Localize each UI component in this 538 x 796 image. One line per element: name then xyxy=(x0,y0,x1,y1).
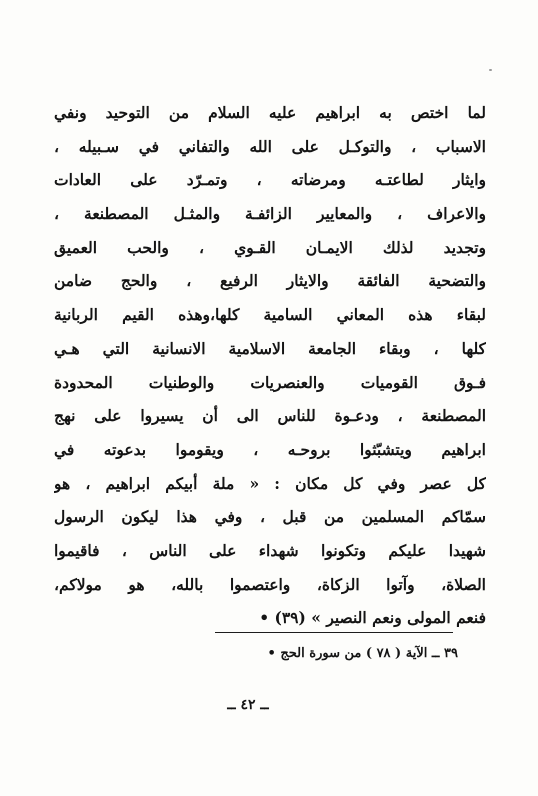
text-line: الاسباب ، والتوكـل على الله والتفاني في سـبيله ، xyxy=(54,136,486,156)
text-line: لبقاء هذه المعاني السامية كلها،وهذه القيم الربانية xyxy=(54,305,486,325)
text-line: شهيدا عليكم وتكونوا شهداء على الناس ، فاقيموا xyxy=(54,540,486,560)
scan-speck xyxy=(489,69,492,71)
text-line: كل عصر وفي كل مكان : « ملة أبيكم ابراهيم ، هو xyxy=(54,473,486,493)
text-line: وايثار لطاعتـه ومرضاته ، وتمـرّد على العادات xyxy=(54,170,486,190)
text-line: والاعراف ، والمعايير الزائفـة والمثـل المصطنعة ، xyxy=(54,204,486,224)
footnote-divider xyxy=(215,632,453,633)
text-line: لما اختص به ابراهيم عليه السلام من التوحيد ونفي xyxy=(54,103,486,122)
text-line: كلها ، وبقاء الجامعة الاسلامية الانسانية التي هـي xyxy=(54,338,486,358)
text-line: وتجديد لذلك الايمـان القـوي ، والحب العميق xyxy=(54,237,486,257)
text-line-last: فنعم المولى ونعم النصير » (٣٩) • xyxy=(259,608,486,628)
text-line: فـوق القوميات والعنصريات والوطنيات المحدودة xyxy=(54,372,486,392)
text-line: والتضحية الفائقة والايثار الرفيع ، والحج ضامن xyxy=(54,271,486,291)
text-line: سمّاكم المسلمين من قبل ، وفي هذا ليكون الرسول xyxy=(54,507,486,527)
body-text xyxy=(54,96,486,635)
page-number: ــ ٤٢ ــ xyxy=(227,697,269,713)
text-line: الصلاة، وآتوا الزكاة، واعتصموا بالله، هو مولاكم، xyxy=(54,574,486,594)
text-line: ابراهيم ويتشبّثوا بروحـه ، ويقوموا بدعوته في xyxy=(54,439,486,459)
footnote: ٣٩ ــ الآية ( ٧٨ ) من سورة الحج • xyxy=(267,646,458,661)
text-line: المصطنعة ، ودعـوة للناس الى أن يسيروا على نهج xyxy=(54,406,486,426)
